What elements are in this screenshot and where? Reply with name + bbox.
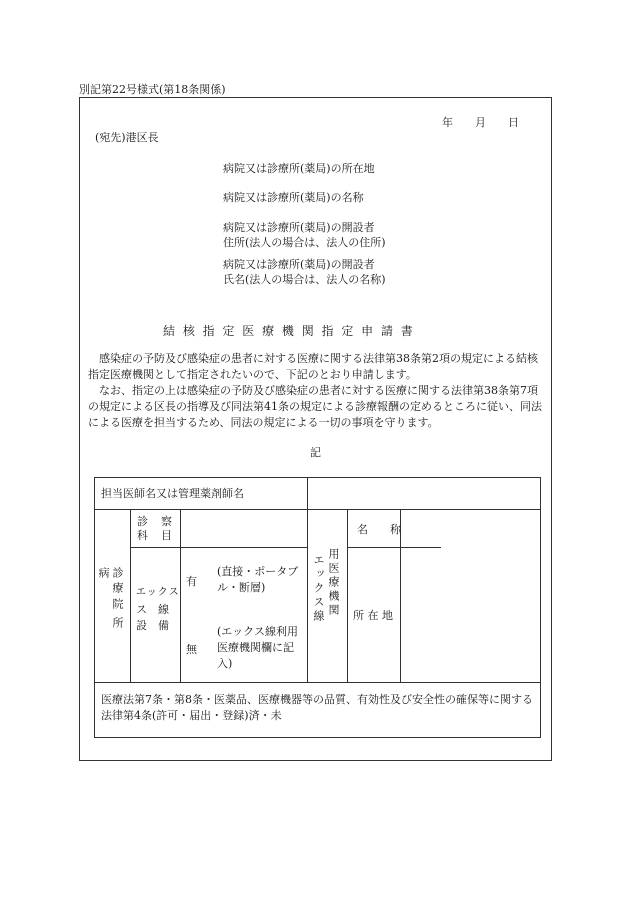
date-line: 年 月 日 [442, 116, 519, 129]
xray-equipment-line1: エックス [136, 587, 180, 598]
department-label-line1: 診 察 [137, 515, 173, 528]
founder-name-label: 病院又は診療所(薬局)の開設者 [223, 258, 375, 271]
form-number-label: 別記第22号様式(第18条関係) [79, 83, 226, 96]
hospital-address-field: 病院又は診療所(薬局)の所在地 [223, 162, 375, 175]
pledge-paragraph: なお、指定の上は感染症の予防及び感染症の患者に対する医療に関する法律第38条第7項の規定による区長の指導及び同法第41条の規定による診療報酬の定めるところに従い、同法による医療を担当するため、同法の規定による一切の事項を守ります。 [88, 384, 542, 429]
clinic-label-col1: 病 [97, 567, 110, 582]
document-title: 結 核 指 定 医 療 機 関 指 定 申 請 書 [163, 324, 415, 338]
application-paragraph: 感染症の予防及び感染症の患者に対する医療に関する法律第38条第2項の規定による結核指定医療機関として指定されたいので、下記のとおり申請します。 [88, 352, 538, 381]
attending-doctor-label: 担当医師名又は管理薬剤師名 [101, 487, 244, 500]
xray-institution-label-col1: エックス線 [312, 554, 325, 624]
clinic-label-col2: 診療 [111, 567, 124, 597]
xray-no-note: (エックス線利用医療機関欄に記入) [217, 625, 298, 670]
founder-address-label: 病院又は診療所(薬局)の開設者 [223, 221, 375, 234]
hospital-name-field: 病院又は診療所(薬局)の名称 [223, 191, 364, 204]
founder-name-field: 氏名(法人の場合は、法人の名称) [223, 273, 386, 286]
department-label-line2: 科 目 [137, 529, 173, 542]
xray-institution-label-col2: 用医療機関 [327, 548, 340, 618]
founder-address-field: 住所(法人の場合は、法人の住所) [223, 236, 386, 249]
ki-heading: 記 [310, 446, 321, 459]
addressee: (宛先)港区長 [95, 131, 159, 144]
xray-equipment-line3: 設 備 [136, 619, 169, 632]
xray-equipment-line2: ス 線 [136, 603, 169, 616]
xray-yes-note: (直接・ポータブル・断層) [217, 565, 299, 594]
institution-address-label: 所 在 地 [353, 609, 393, 622]
medical-law-approval: 医療法第7条・第8条・医薬品、医療機器等の品質、有効性及び安全性の確保等に関する法律第4条(許可・届出・登録)済・未 [101, 693, 533, 722]
clinic-label-col3: 院所 [111, 598, 124, 636]
xray-yes-label: 有 [186, 575, 197, 588]
detail-table [94, 477, 541, 738]
institution-name-label: 名 称 [357, 523, 401, 536]
xray-no-label: 無 [186, 643, 197, 656]
